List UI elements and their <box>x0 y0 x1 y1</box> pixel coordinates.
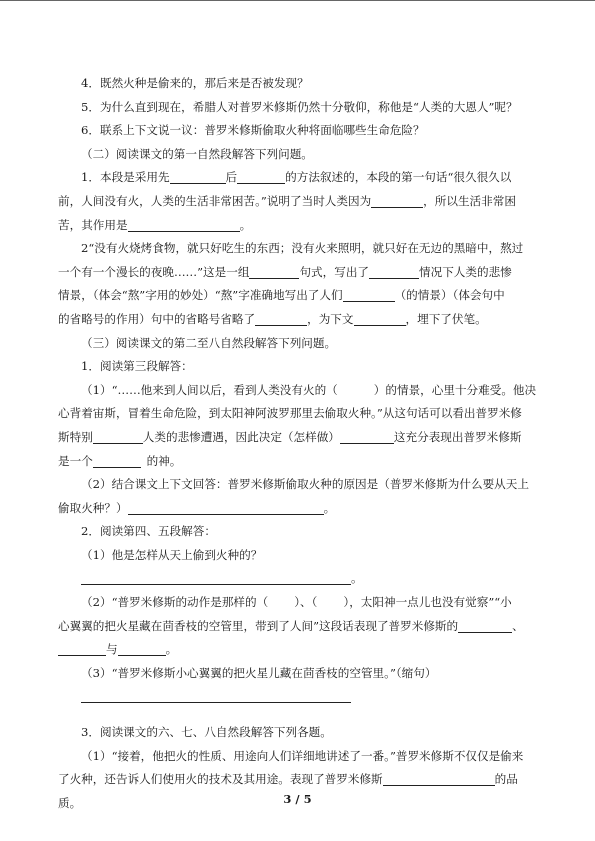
answer-blank[interactable] <box>340 430 394 444</box>
answer-blank[interactable] <box>369 265 419 279</box>
s2-q2-line1: 2“没有火烧烤食物，就只好吃生的东西；没有火来照明，就只好在无边的黑暗中，熬过 <box>81 241 524 256</box>
s3-q1-1-line2: 心背着宙斯，冒着生命危险，到太阳神阿波罗那里去偷取火种。”从这句话可以看出普罗米修 <box>58 406 522 421</box>
s2-q2-line4: 的省略号的作用）句中的省略号省略了 ，为下文 ，埋下了伏笔。 <box>58 311 487 326</box>
s3-q2-2-line2: 心翼翼的把火星藏在茴香枝的空管里，带到了人间”这段话表现了普罗米修斯的 、 <box>58 618 524 633</box>
answer-blank[interactable] <box>128 218 240 232</box>
s3-q2-3: （3）“普罗米修斯小心翼翼的把火星儿藏在茴香枝的空管里。”（缩句） <box>81 665 437 680</box>
answer-blank[interactable] <box>343 288 395 302</box>
s2-q2-line2: 一个有一个漫长的夜晚……”这是一组 句式，写出了 情况下人类的悲惨 <box>58 264 512 279</box>
s3-q1-1-line3: 斯特别 人类的悲惨遭遇，因此决定（怎样做） 这充分表现出普罗米修斯 <box>58 429 522 444</box>
s3-q1-1-line4: 是一个 的神。 <box>58 453 182 468</box>
answer-blank[interactable] <box>170 170 226 184</box>
answer-blank[interactable] <box>58 642 106 656</box>
question-4: 4．既然火种是偷来的，那后来是否被发现？ <box>81 76 309 90</box>
answer-blank[interactable] <box>237 170 285 184</box>
s2-q1-line3: 苦，其作用是 。 <box>58 217 252 232</box>
question-6: 6．联系上下文说一议：普罗米修斯偷取火种将面临哪些生命危险？ <box>81 123 425 138</box>
page-number: 3 / 5 <box>283 792 312 806</box>
answer-blank[interactable] <box>458 619 512 633</box>
s3-q1-1-line1: （1）“……他来到人间以后，看到人类没有火的（ ）的情景，心里十分难受。他决 <box>81 382 537 397</box>
answer-line[interactable] <box>81 689 351 703</box>
section-2-heading: （二）阅读课文的第一自然段解答下列问题。 <box>81 146 313 161</box>
section-3-heading: （三）阅读课文的第二至八自然段解答下列问题。 <box>81 335 337 350</box>
answer-blank[interactable] <box>371 194 423 208</box>
spacer <box>58 709 540 721</box>
s3-q2-heading: 2．阅读第四、五段解答： <box>81 524 216 539</box>
answer-blank[interactable] <box>93 454 141 468</box>
answer-blank[interactable] <box>383 772 495 786</box>
s3-q3-1-line1: （1）“接着，他把火的性质、用途向人们详细地讲述了一番。”普罗米修斯不仅仅是偷来 <box>81 748 524 763</box>
s2-q1-line1: 1．本段是采用先 后 的方法叙述的，本段的第一句话“很久很久以 <box>81 170 512 185</box>
answer-blank[interactable] <box>255 312 307 326</box>
s3-q2-1-answer: 。 <box>58 567 540 591</box>
answer-blank[interactable] <box>354 312 406 326</box>
s3-q2-2-line3: 与 。 <box>58 638 540 662</box>
answer-blank[interactable] <box>249 265 299 279</box>
s2-q2-line3: 情景，（体会“熬”字用的妙处）“熬”字准确地写出了人们 （的情景）（体会句中 <box>58 288 505 303</box>
s3-q3-1-line3: 质。 <box>58 795 82 810</box>
answer-blank[interactable] <box>118 642 166 656</box>
s2-q1-line2: 前，人间没有火，人类的生活非常困苦。”说明了当时人类因为 ，所以生活非常困 <box>58 193 516 208</box>
header-rule <box>0 0 595 1</box>
s3-q3-heading: 3．阅读课文的六、七、八自然段解答下列各题。 <box>81 725 332 740</box>
s3-q2-3-answer <box>58 685 540 709</box>
s3-q1-2-line2: 偷取火种？） 。 <box>58 500 336 515</box>
s3-q1-heading: 1．阅读第三段解答： <box>81 359 193 374</box>
question-5: 5．为什么直到现在，希腊人对普罗米修斯仍然十分敬仰，称他是“人类的大恩人”呢？ <box>81 99 518 114</box>
document-body <box>58 72 540 815</box>
answer-blank[interactable] <box>128 501 324 515</box>
answer-blank[interactable] <box>93 430 143 444</box>
answer-line[interactable] <box>81 571 351 585</box>
s3-q1-2-line1: （2）结合课文上下文回答：普罗米修斯偷取火种的原因是（普罗米修斯为什么要从天上 <box>81 477 529 492</box>
s3-q3-1-line2: 了火种，还告诉人们使用火的技术及其用途。表现了普罗米修斯 的品 <box>58 772 518 787</box>
s3-q2-2-line1: （2）“普罗米修斯的动作是那样的（ ）、（ ），太阳神一点儿也没有觉察”“小 <box>81 595 512 610</box>
s3-q2-1: （1）他是怎样从天上偷到火种的？ <box>81 547 263 562</box>
